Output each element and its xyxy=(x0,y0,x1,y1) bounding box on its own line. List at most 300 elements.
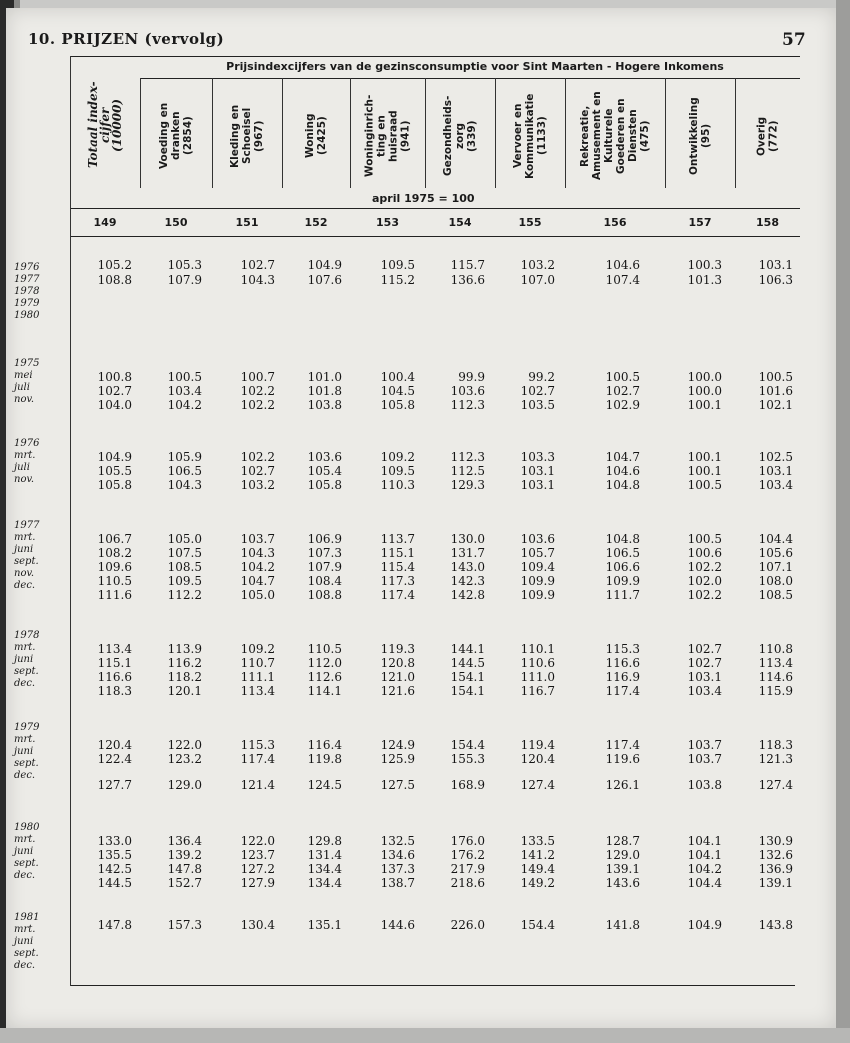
period-label: mei xyxy=(14,370,33,381)
table-cell: 143.0 xyxy=(450,560,485,574)
table-cell: 102.0 xyxy=(687,574,722,588)
table-cell: 103.1 xyxy=(687,670,722,684)
table-cell: 104.4 xyxy=(758,532,793,546)
table-cell: 102.2 xyxy=(240,398,275,412)
table-cell: 103.4 xyxy=(687,684,722,698)
table-cell: 109.5 xyxy=(380,464,415,478)
table-cell: 154.1 xyxy=(450,684,485,698)
period-label: 1976 xyxy=(14,438,40,449)
period-label: 1980 xyxy=(14,822,40,833)
period-label: mrt. xyxy=(14,532,36,543)
table-cell: 118.3 xyxy=(97,684,132,698)
period-label: mrt. xyxy=(14,924,36,935)
table-cell: 108.5 xyxy=(758,588,793,602)
table-cell: 103.6 xyxy=(520,532,555,546)
table-cell: 129.0 xyxy=(605,848,640,862)
table-cell: 101.8 xyxy=(307,384,342,398)
table-cell: 104.2 xyxy=(687,862,722,876)
table-cell: 104.4 xyxy=(687,876,722,890)
column-header-153: Woninginrich- ting en huisraad (941) xyxy=(363,94,412,178)
table-cell: 127.5 xyxy=(380,778,415,792)
period-label: dec. xyxy=(14,678,36,689)
period-label: dec. xyxy=(14,580,36,591)
period-label: 1977 xyxy=(14,274,40,285)
table-cell: 117.4 xyxy=(240,752,275,766)
table-cell: 115.1 xyxy=(97,656,132,670)
table-cell: 127.9 xyxy=(240,876,275,890)
table-cell: 144.5 xyxy=(450,656,485,670)
table-cell: 109.5 xyxy=(167,574,202,588)
table-cell: 103.7 xyxy=(687,738,722,752)
table-cell: 129.0 xyxy=(167,778,202,792)
table-cell: 104.3 xyxy=(240,273,275,287)
table-cell: 100.5 xyxy=(758,370,793,384)
table-cell: 135.1 xyxy=(307,918,342,932)
column-number-156: 156 xyxy=(603,216,627,229)
table-cell: 100.1 xyxy=(687,464,722,478)
table-cell: 123.7 xyxy=(240,848,275,862)
table-cell: 116.6 xyxy=(605,656,640,670)
table-cell: 115.3 xyxy=(605,642,640,656)
table-cell: 123.2 xyxy=(167,752,202,766)
table-cell: 103.1 xyxy=(758,464,793,478)
table-cell: 105.6 xyxy=(758,546,793,560)
table-cell: 105.8 xyxy=(97,478,132,492)
table-cell: 102.7 xyxy=(687,656,722,670)
column-header-152: Woning (2425) xyxy=(304,113,328,159)
section-title: 10. PRIJZEN (vervolg) xyxy=(28,30,225,48)
table-cell: 103.4 xyxy=(758,478,793,492)
table-cell: 117.4 xyxy=(605,738,640,752)
column-divider xyxy=(212,78,213,188)
table-cell: 104.1 xyxy=(687,834,722,848)
table-cell: 106.7 xyxy=(97,532,132,546)
table-cell: 115.4 xyxy=(380,560,415,574)
period-label: juni xyxy=(14,746,34,757)
table-cell: 102.2 xyxy=(687,560,722,574)
period-label: 1980 xyxy=(14,310,40,321)
table-cell: 111.1 xyxy=(240,670,275,684)
column-header-150: Voeding en dranken (2854) xyxy=(158,102,194,170)
table-cell: 131.4 xyxy=(307,848,342,862)
period-label: nov. xyxy=(14,568,35,579)
table-cell: 126.1 xyxy=(605,778,640,792)
column-divider xyxy=(70,56,71,986)
table-cell: 105.7 xyxy=(520,546,555,560)
table-cell: 139.1 xyxy=(605,862,640,876)
table-cell: 103.7 xyxy=(240,532,275,546)
table-cell: 114.6 xyxy=(758,670,793,684)
column-number-rule-bottom xyxy=(70,236,800,237)
table-cell: 139.1 xyxy=(758,876,793,890)
table-cell: 107.1 xyxy=(758,560,793,574)
table-cell: 139.2 xyxy=(167,848,202,862)
table-cell: 121.0 xyxy=(380,670,415,684)
table-cell: 120.4 xyxy=(97,738,132,752)
table-cell: 100.0 xyxy=(687,370,722,384)
table-cell: 131.7 xyxy=(450,546,485,560)
table-cell: 102.7 xyxy=(97,384,132,398)
table-cell: 105.8 xyxy=(380,398,415,412)
table-cell: 105.3 xyxy=(167,258,202,272)
period-label: sept. xyxy=(14,858,39,869)
period-label: dec. xyxy=(14,770,36,781)
column-header-157: Ontwikkeling (95) xyxy=(688,97,712,175)
table-cell: 127.4 xyxy=(758,778,793,792)
table-cell: 100.1 xyxy=(687,398,722,412)
column-header-154: Gezondheids- zorg (339) xyxy=(442,95,478,177)
table-cell: 116.7 xyxy=(520,684,555,698)
column-divider xyxy=(350,78,351,188)
table-cell: 111.6 xyxy=(97,588,132,602)
table-cell: 115.9 xyxy=(758,684,793,698)
table-cell: 144.6 xyxy=(380,918,415,932)
table-cell: 107.3 xyxy=(307,546,342,560)
table-cell: 101.0 xyxy=(307,370,342,384)
table-cell: 136.4 xyxy=(167,834,202,848)
period-label: juni xyxy=(14,846,34,857)
period-label: 1981 xyxy=(14,912,40,923)
table-cell: 108.4 xyxy=(307,574,342,588)
table-cell: 112.2 xyxy=(167,588,202,602)
period-label: mrt. xyxy=(14,642,36,653)
table-cell: 113.4 xyxy=(758,656,793,670)
table-cell: 101.3 xyxy=(687,273,722,287)
table-cell: 155.3 xyxy=(450,752,485,766)
table-cell: 112.3 xyxy=(450,450,485,464)
table-cell: 104.9 xyxy=(307,258,342,272)
table-cell: 120.8 xyxy=(380,656,415,670)
period-label: juli xyxy=(14,462,30,473)
table-cell: 107.6 xyxy=(307,273,342,287)
table-cell: 122.0 xyxy=(167,738,202,752)
table-cell: 116.2 xyxy=(167,656,202,670)
table-cell: 103.3 xyxy=(520,450,555,464)
table-cell: 106.9 xyxy=(307,532,342,546)
table-cell: 111.0 xyxy=(520,670,555,684)
table-cell: 142.8 xyxy=(450,588,485,602)
table-cell: 141.8 xyxy=(605,918,640,932)
period-label: 1977 xyxy=(14,520,40,531)
table-cell: 115.1 xyxy=(380,546,415,560)
table-cell: 176.0 xyxy=(450,834,485,848)
period-label: 1976 xyxy=(14,262,40,273)
column-number-149: 149 xyxy=(93,216,117,229)
table-cell: 142.5 xyxy=(97,862,132,876)
table-cell: 157.3 xyxy=(167,918,202,932)
table-cell: 134.4 xyxy=(307,876,342,890)
table-cell: 154.4 xyxy=(520,918,555,932)
table-cell: 105.2 xyxy=(97,258,132,272)
table-cell: 116.4 xyxy=(307,738,342,752)
table-cell: 108.5 xyxy=(167,560,202,574)
table-cell: 152.7 xyxy=(167,876,202,890)
table-cell: 104.1 xyxy=(687,848,722,862)
table-cell: 141.2 xyxy=(520,848,555,862)
table-cell: 142.3 xyxy=(450,574,485,588)
table-cell: 103.5 xyxy=(520,398,555,412)
table-cell: 108.8 xyxy=(307,588,342,602)
period-label: juni xyxy=(14,654,34,665)
table-cell: 104.8 xyxy=(605,532,640,546)
period-label: sept. xyxy=(14,758,39,769)
period-label: 1978 xyxy=(14,630,40,641)
table-cell: 137.3 xyxy=(380,862,415,876)
table-cell: 124.9 xyxy=(380,738,415,752)
table-cell: 104.7 xyxy=(240,574,275,588)
table-cell: 118.2 xyxy=(167,670,202,684)
baseline-label: april 1975 = 100 xyxy=(372,192,475,205)
table-cell: 154.4 xyxy=(450,738,485,752)
page-number: 57 xyxy=(782,30,806,50)
table-cell: 113.7 xyxy=(380,532,415,546)
table-cell: 218.6 xyxy=(450,876,485,890)
table-cell: 110.3 xyxy=(380,478,415,492)
table-cell: 144.5 xyxy=(97,876,132,890)
column-divider xyxy=(425,78,426,188)
table-cell: 102.7 xyxy=(240,464,275,478)
column-divider xyxy=(282,78,283,188)
table-cell: 103.2 xyxy=(240,478,275,492)
table-cell: 107.5 xyxy=(167,546,202,560)
period-label: mrt. xyxy=(14,734,36,745)
table-cell: 100.5 xyxy=(605,370,640,384)
table-cell: 129.3 xyxy=(450,478,485,492)
table-cell: 130.4 xyxy=(240,918,275,932)
table-cell: 113.4 xyxy=(97,642,132,656)
table-cell: 108.2 xyxy=(97,546,132,560)
table-cell: 110.8 xyxy=(758,642,793,656)
period-label: sept. xyxy=(14,948,39,959)
table-cell: 100.0 xyxy=(687,384,722,398)
table-cell: 113.4 xyxy=(240,684,275,698)
table-cell: 112.6 xyxy=(307,670,342,684)
table-cell: 136.6 xyxy=(450,273,485,287)
table-cell: 105.0 xyxy=(167,532,202,546)
table-cell: 176.2 xyxy=(450,848,485,862)
table-cell: 115.2 xyxy=(380,273,415,287)
table-cell: 116.6 xyxy=(97,670,132,684)
table-cell: 149.2 xyxy=(520,876,555,890)
table-bottom-rule xyxy=(70,985,795,986)
table-cell: 102.2 xyxy=(687,588,722,602)
table-cell: 117.4 xyxy=(605,684,640,698)
table-cell: 104.7 xyxy=(605,450,640,464)
table-cell: 104.6 xyxy=(605,258,640,272)
table-cell: 103.2 xyxy=(520,258,555,272)
table-cell: 154.1 xyxy=(450,670,485,684)
table-cell: 109.9 xyxy=(520,588,555,602)
period-label: 1975 xyxy=(14,358,40,369)
table-cell: 112.5 xyxy=(450,464,485,478)
table-cell: 109.9 xyxy=(605,574,640,588)
table-cell: 168.9 xyxy=(450,778,485,792)
table-cell: 125.9 xyxy=(380,752,415,766)
period-label: juni xyxy=(14,544,34,555)
page-edge-right xyxy=(836,0,850,1043)
period-label: nov. xyxy=(14,394,35,405)
table-cell: 100.5 xyxy=(687,532,722,546)
table-cell: 132.5 xyxy=(380,834,415,848)
table-cell: 116.9 xyxy=(605,670,640,684)
period-label: 1978 xyxy=(14,286,40,297)
table-cell: 109.2 xyxy=(380,450,415,464)
table-cell: 103.1 xyxy=(520,464,555,478)
column-header-155: Vervoer en Kommunikatie (1133) xyxy=(512,93,548,179)
column-number-151: 151 xyxy=(235,216,259,229)
table-cell: 105.8 xyxy=(307,478,342,492)
table-cell: 100.3 xyxy=(687,258,722,272)
table-cell: 110.7 xyxy=(240,656,275,670)
column-divider xyxy=(735,78,736,188)
period-label: dec. xyxy=(14,870,36,881)
table-cell: 103.6 xyxy=(307,450,342,464)
column-number-158: 158 xyxy=(756,216,779,229)
table-cell: 102.9 xyxy=(605,398,640,412)
period-label: mrt. xyxy=(14,834,36,845)
table-cell: 109.4 xyxy=(520,560,555,574)
table-cell: 143.8 xyxy=(758,918,793,932)
table-cell: 133.5 xyxy=(520,834,555,848)
table-cell: 105.0 xyxy=(240,588,275,602)
table-cell: 121.4 xyxy=(240,778,275,792)
column-divider xyxy=(565,78,566,188)
table-cell: 104.3 xyxy=(167,478,202,492)
table-cell: 110.1 xyxy=(520,642,555,656)
column-header-156: Rekreatie, Amusement en Kulturele Goederen en Diensten (475) xyxy=(579,91,651,181)
table-cell: 113.9 xyxy=(167,642,202,656)
table-cell: 105.9 xyxy=(167,450,202,464)
table-cell: 103.8 xyxy=(307,398,342,412)
table-cell: 102.7 xyxy=(520,384,555,398)
table-cell: 100.7 xyxy=(240,370,275,384)
table-cell: 102.1 xyxy=(758,398,793,412)
table-cell: 114.1 xyxy=(307,684,342,698)
table-cell: 104.8 xyxy=(605,478,640,492)
table-cell: 107.4 xyxy=(605,273,640,287)
table-group-title: Prijsindexcijfers van de gezinsconsumptie voor Sint Maarten - Hogere Inkomens xyxy=(226,60,724,73)
column-number-153: 153 xyxy=(376,216,399,229)
table-cell: 134.6 xyxy=(380,848,415,862)
table-cell: 103.1 xyxy=(520,478,555,492)
table-cell: 108.8 xyxy=(97,273,132,287)
table-cell: 132.6 xyxy=(758,848,793,862)
table-cell: 103.4 xyxy=(167,384,202,398)
table-cell: 109.9 xyxy=(520,574,555,588)
column-divider xyxy=(495,78,496,188)
table-cell: 103.8 xyxy=(687,778,722,792)
table-cell: 104.6 xyxy=(605,464,640,478)
table-cell: 100.8 xyxy=(97,370,132,384)
table-cell: 100.4 xyxy=(380,370,415,384)
table-cell: 103.1 xyxy=(758,258,793,272)
table-cell: 102.2 xyxy=(240,384,275,398)
table-cell: 121.6 xyxy=(380,684,415,698)
table-cell: 110.5 xyxy=(97,574,132,588)
column-number-152: 152 xyxy=(304,216,328,229)
column-divider xyxy=(665,78,666,188)
table-cell: 147.8 xyxy=(167,862,202,876)
table-cell: 108.0 xyxy=(758,574,793,588)
table-cell: 119.8 xyxy=(307,752,342,766)
table-cell: 134.4 xyxy=(307,862,342,876)
table-cell: 100.5 xyxy=(687,478,722,492)
period-label: 1979 xyxy=(14,298,40,309)
table-cell: 147.8 xyxy=(97,918,132,932)
table-cell: 120.4 xyxy=(520,752,555,766)
table-cell: 104.0 xyxy=(97,398,132,412)
page-edge-bottom xyxy=(0,1028,850,1043)
table-cell: 99.9 xyxy=(458,370,485,384)
table-cell: 107.0 xyxy=(520,273,555,287)
table-cell: 121.3 xyxy=(758,752,793,766)
column-number-rule-top xyxy=(70,208,800,209)
table-cell: 117.3 xyxy=(380,574,415,588)
table-cell: 104.5 xyxy=(380,384,415,398)
table-cell: 120.1 xyxy=(167,684,202,698)
table-cell: 127.4 xyxy=(520,778,555,792)
table-cell: 102.7 xyxy=(605,384,640,398)
table-cell: 99.2 xyxy=(528,370,555,384)
table-cell: 122.0 xyxy=(240,834,275,848)
table-cell: 100.5 xyxy=(167,370,202,384)
table-cell: 135.5 xyxy=(97,848,132,862)
table-cell: 109.5 xyxy=(380,258,415,272)
table-cell: 119.4 xyxy=(520,738,555,752)
table-cell: 115.3 xyxy=(240,738,275,752)
table-cell: 144.1 xyxy=(450,642,485,656)
period-label: juni xyxy=(14,936,34,947)
table-cell: 107.9 xyxy=(307,560,342,574)
table-cell: 106.6 xyxy=(605,560,640,574)
table-cell: 107.9 xyxy=(167,273,202,287)
table-cell: 143.6 xyxy=(605,876,640,890)
table-cell: 110.5 xyxy=(307,642,342,656)
table-cell: 104.2 xyxy=(240,560,275,574)
column-header-158: Overig (772) xyxy=(755,116,780,156)
table-cell: 130.0 xyxy=(450,532,485,546)
table-cell: 226.0 xyxy=(450,918,485,932)
column-number-150: 150 xyxy=(164,216,188,229)
table-cell: 112.3 xyxy=(450,398,485,412)
period-label: dec. xyxy=(14,960,36,971)
table-cell: 106.5 xyxy=(167,464,202,478)
table-cell: 100.6 xyxy=(687,546,722,560)
table-cell: 128.7 xyxy=(605,834,640,848)
table-cell: 106.3 xyxy=(758,273,793,287)
period-label: sept. xyxy=(14,666,39,677)
table-cell: 102.5 xyxy=(758,450,793,464)
column-number-155: 155 xyxy=(518,216,542,229)
table-cell: 118.3 xyxy=(758,738,793,752)
column-number-157: 157 xyxy=(688,216,712,229)
table-cell: 100.1 xyxy=(687,450,722,464)
table-cell: 104.3 xyxy=(240,546,275,560)
table-cell: 119.6 xyxy=(605,752,640,766)
table-cell: 136.9 xyxy=(758,862,793,876)
table-cell: 127.7 xyxy=(97,778,132,792)
table-cell: 110.6 xyxy=(520,656,555,670)
table-cell: 129.8 xyxy=(307,834,342,848)
group-title-rule xyxy=(140,78,800,79)
table-cell: 122.4 xyxy=(97,752,132,766)
table-cell: 112.0 xyxy=(307,656,342,670)
table-cell: 149.4 xyxy=(520,862,555,876)
column-divider xyxy=(140,78,141,188)
period-label: 1979 xyxy=(14,722,40,733)
table-cell: 130.9 xyxy=(758,834,793,848)
table-cell: 109.6 xyxy=(97,560,132,574)
